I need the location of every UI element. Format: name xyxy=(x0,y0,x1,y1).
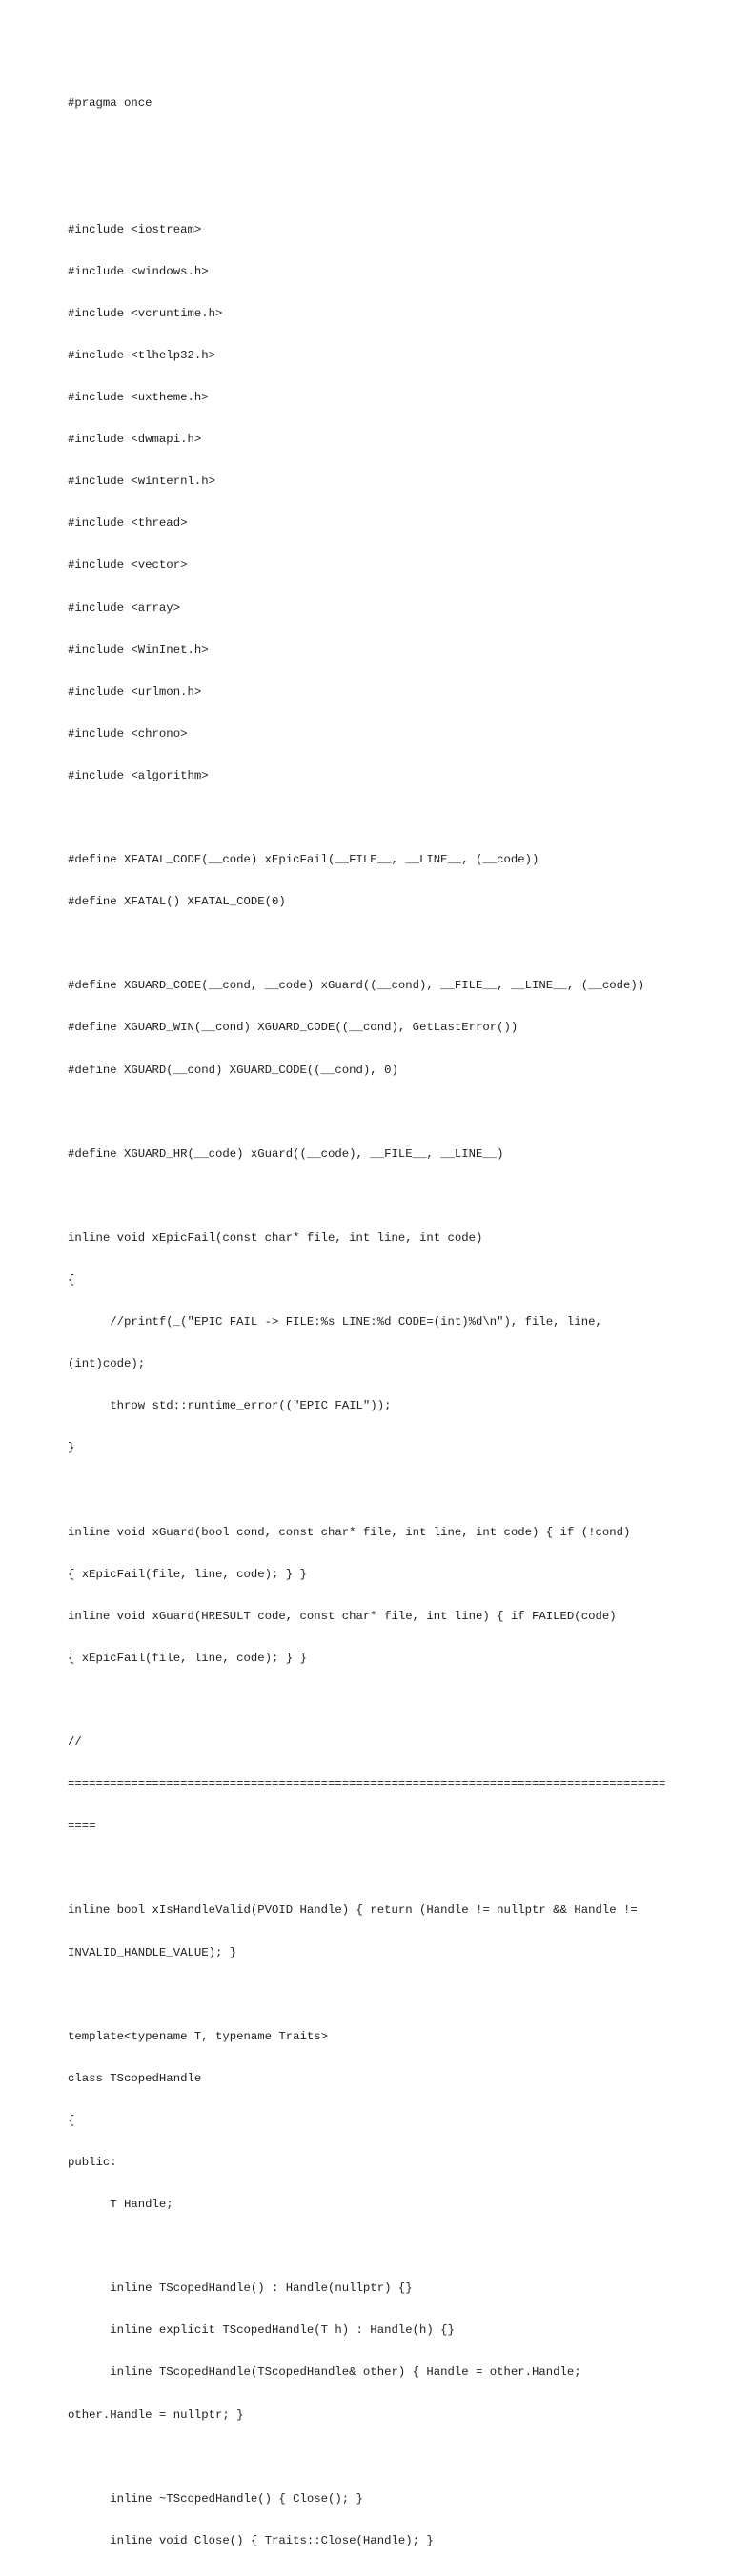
code-line: { xEpicFail(file, line, code); } } xyxy=(68,1651,307,1665)
code-line: #include <vector> xyxy=(68,558,188,573)
code-line: // xyxy=(68,1735,82,1750)
code-line: #define XGUARD_WIN(__cond) XGUARD_CODE((__cond), GetLastError()) xyxy=(68,1021,518,1035)
code-line: #define XFATAL_CODE(__code) xEpicFail(__FILE__, __LINE__, (__code)) xyxy=(68,853,539,867)
code-line: inline explicit TScopedHandle(T h) : Handle(h) {} xyxy=(68,2323,455,2338)
code-line: inline void xGuard(bool cond, const char* file, int line, int code) { if (!cond) xyxy=(68,1525,631,1539)
code-line: } xyxy=(68,1441,75,1455)
code-line: #include <iostream> xyxy=(68,222,202,236)
code-line: #include <winternl.h> xyxy=(68,475,215,489)
code-line xyxy=(68,1105,678,1120)
code-line xyxy=(68,937,678,951)
code-listing xyxy=(68,69,678,2576)
code-line xyxy=(68,181,678,195)
code-line: { xyxy=(68,2113,75,2127)
code-line: #define XGUARD(__cond) XGUARD_CODE((__cond), 0) xyxy=(68,1063,398,1077)
code-line: #include <thread> xyxy=(68,517,188,531)
code-line: #include <urlmon.h> xyxy=(68,684,202,699)
code-line: #include <chrono> xyxy=(68,726,188,740)
code-line: other.Handle = nullptr; } xyxy=(68,2407,244,2422)
code-line: #include <vcruntime.h> xyxy=(68,306,223,320)
code-line xyxy=(68,1988,678,2002)
code-line: (int)code); xyxy=(68,1357,146,1371)
code-line xyxy=(68,2450,678,2464)
code-line: #define XGUARD_HR(__code) xGuard((__code), __FILE__, __LINE__) xyxy=(68,1146,504,1161)
code-line: INVALID_HANDLE_VALUE); } xyxy=(68,1945,237,1959)
code-line: public: xyxy=(68,2156,117,2169)
code-line: #include <tlhelp32.h> xyxy=(68,348,215,362)
code-line: #include <uxtheme.h> xyxy=(68,391,209,405)
code-line: { xEpicFail(file, line, code); } } xyxy=(68,1567,307,1581)
code-line: T Handle; xyxy=(68,2198,173,2212)
code-line: #define XGUARD_CODE(__cond, __code) xGuard((__cond), __FILE__, __LINE__, (__code)) xyxy=(68,979,645,993)
code-line xyxy=(68,139,678,153)
code-line: inline TScopedHandle(TScopedHandle& other) { Handle = other.Handle; xyxy=(68,2365,581,2380)
code-line xyxy=(68,1694,678,1708)
code-line: #include <windows.h> xyxy=(68,264,209,278)
code-line xyxy=(68,1484,678,1498)
code-line xyxy=(68,811,678,825)
code-line: class TScopedHandle xyxy=(68,2071,202,2085)
code-line xyxy=(68,1189,678,1204)
code-line: { xyxy=(68,1273,75,1288)
code-line: inline void xEpicFail(const char* file, int line, int code) xyxy=(68,1230,483,1245)
code-line: #include <array> xyxy=(68,600,181,615)
code-line: throw std::runtime_error(("EPIC FAIL")); xyxy=(68,1399,392,1413)
code-line xyxy=(68,2240,678,2254)
code-line: inline void xGuard(HRESULT code, const char* file, int line) { if FAILED(code) xyxy=(68,1609,617,1623)
code-line: #define XFATAL() XFATAL_CODE(0) xyxy=(68,895,286,909)
code-line xyxy=(68,1861,678,1876)
code-line: #include <dwmapi.h> xyxy=(68,433,202,447)
code-line: inline TScopedHandle() : Handle(nullptr) {} xyxy=(68,2282,413,2296)
code-line: #include <algorithm> xyxy=(68,768,209,782)
code-line: #pragma once xyxy=(68,96,152,111)
separator-line: ==== xyxy=(68,1819,96,1834)
code-line: inline bool xIsHandleValid(PVOID Handle) { return (Handle != nullptr && Handle != xyxy=(68,1903,638,1917)
code-line: template<typename T, typename Traits> xyxy=(68,2029,329,2043)
separator-line: ===================================================================================== xyxy=(68,1777,666,1792)
code-line: //printf(_("EPIC FAIL -> FILE:%s LINE:%d CODE=(int)%d\n"), file, line, xyxy=(68,1315,602,1329)
code-line: inline void Close() { Traits::Close(Handle); } xyxy=(68,2533,434,2547)
code-line: #include <WinInet.h> xyxy=(68,642,209,657)
code-line: inline ~TScopedHandle() { Close(); } xyxy=(68,2491,363,2505)
